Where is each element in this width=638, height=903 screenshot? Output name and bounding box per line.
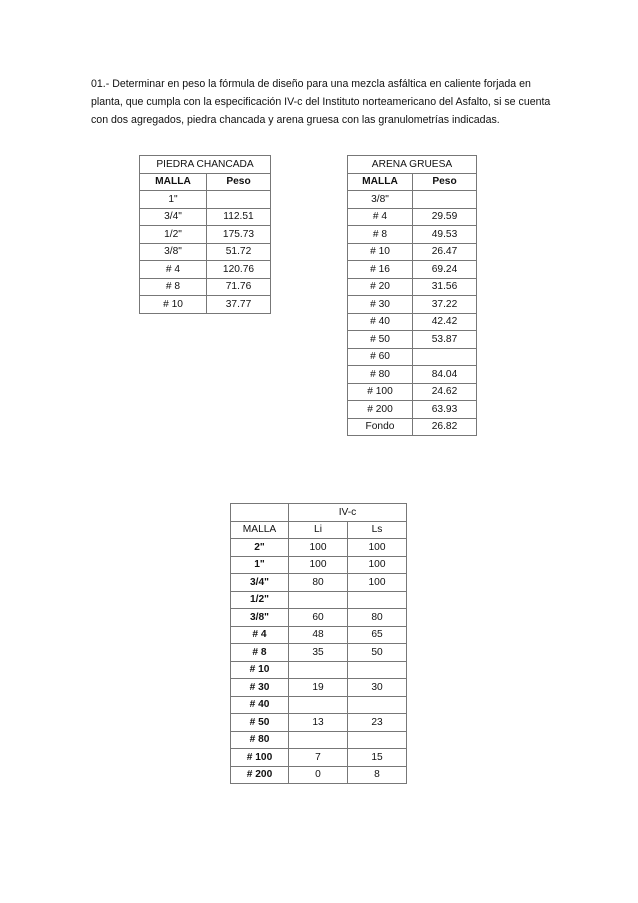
table-row (348, 208, 477, 226)
column-header-li: Li (289, 521, 348, 539)
table-row (348, 383, 477, 401)
table-row (231, 766, 407, 784)
piedra-chancada-table (139, 155, 271, 314)
table-row (140, 261, 271, 279)
cell-li: 80 (289, 574, 348, 592)
cell-ls: 100 (348, 574, 407, 592)
cell-peso (207, 191, 271, 209)
cell-malla: # 40 (348, 313, 413, 331)
cell-malla: # 10 (348, 243, 413, 261)
blank-cell (231, 504, 289, 522)
table-row (348, 296, 477, 314)
cell-peso: 120.76 (207, 261, 271, 279)
table-row (140, 191, 271, 209)
table-row (348, 331, 477, 349)
cell-malla: # 80 (231, 731, 289, 749)
cell-peso: 69.24 (413, 261, 477, 279)
cell-malla: Fondo (348, 418, 413, 436)
cell-malla: 3/4" (231, 574, 289, 592)
table-row (231, 556, 407, 574)
table-row (140, 278, 271, 296)
cell-peso: 24.62 (413, 383, 477, 401)
cell-li: 60 (289, 609, 348, 627)
cell-li (289, 696, 348, 714)
table-row (231, 574, 407, 592)
table-row (348, 313, 477, 331)
cell-malla: # 200 (231, 766, 289, 784)
cell-malla: # 20 (348, 278, 413, 296)
cell-malla: # 4 (231, 626, 289, 644)
cell-malla: 3/8" (348, 191, 413, 209)
table-row (348, 243, 477, 261)
cell-li: 7 (289, 749, 348, 767)
cell-malla: 1/2" (231, 591, 289, 609)
cell-peso: 29.59 (413, 208, 477, 226)
column-header-peso: Peso (413, 173, 477, 191)
table-row (231, 661, 407, 679)
table-row (348, 278, 477, 296)
cell-malla: 3/4" (140, 208, 207, 226)
cell-malla: # 10 (231, 661, 289, 679)
column-header-malla: MALLA (231, 521, 289, 539)
cell-malla: # 8 (231, 644, 289, 662)
column-header-peso: Peso (207, 173, 271, 191)
cell-malla: 1" (140, 191, 207, 209)
table-row (348, 348, 477, 366)
cell-li: 19 (289, 679, 348, 697)
cell-malla: # 4 (348, 208, 413, 226)
cell-ls: 100 (348, 556, 407, 574)
table-row (348, 226, 477, 244)
table-row (231, 696, 407, 714)
cell-ls: 100 (348, 539, 407, 557)
table-row (231, 626, 407, 644)
cell-ls: 50 (348, 644, 407, 662)
table-row (231, 539, 407, 557)
table-row (231, 749, 407, 767)
cell-peso: 49.53 (413, 226, 477, 244)
cell-malla: # 200 (348, 401, 413, 419)
cell-ls (348, 696, 407, 714)
table-row (140, 243, 271, 261)
cell-malla: # 100 (231, 749, 289, 767)
table-row (348, 261, 477, 279)
cell-li (289, 731, 348, 749)
table-title: PIEDRA CHANCADA (140, 156, 271, 174)
cell-peso: 63.93 (413, 401, 477, 419)
cell-li: 0 (289, 766, 348, 784)
cell-peso: 112.51 (207, 208, 271, 226)
column-header-malla: MALLA (348, 173, 413, 191)
cell-peso: 175.73 (207, 226, 271, 244)
cell-peso: 51.72 (207, 243, 271, 261)
ivc-specification-table (230, 503, 407, 784)
column-header-malla: MALLA (140, 173, 207, 191)
cell-malla: # 16 (348, 261, 413, 279)
cell-malla: # 40 (231, 696, 289, 714)
cell-malla: # 10 (140, 296, 207, 314)
table-row (231, 679, 407, 697)
cell-peso: 42.42 (413, 313, 477, 331)
cell-ls: 8 (348, 766, 407, 784)
table-row (231, 591, 407, 609)
table-row (231, 731, 407, 749)
problem-statement: 01.- Determinar en peso la fórmula de diseño para una mezcla asfáltica en caliente forjada en planta, que cumpla con la especificación IV-c del Instituto norteamericano del Asfalto, si se cuenta con dos agregados, piedra chancada y arena gruesa con las granulometrías indicadas. (91, 78, 551, 126)
cell-peso: 31.56 (413, 278, 477, 296)
cell-ls: 15 (348, 749, 407, 767)
cell-malla: # 80 (348, 366, 413, 384)
table-row (348, 366, 477, 384)
table-row (231, 644, 407, 662)
cell-malla: 2" (231, 539, 289, 557)
cell-malla: 3/8" (140, 243, 207, 261)
cell-ls: 23 (348, 714, 407, 732)
cell-malla: # 60 (348, 348, 413, 366)
cell-malla: # 8 (140, 278, 207, 296)
cell-li: 13 (289, 714, 348, 732)
cell-peso: 26.82 (413, 418, 477, 436)
cell-peso: 37.22 (413, 296, 477, 314)
arena-gruesa-table (347, 155, 477, 436)
table-row (140, 296, 271, 314)
table-row (140, 208, 271, 226)
cell-li (289, 591, 348, 609)
cell-peso (413, 348, 477, 366)
cell-peso: 71.76 (207, 278, 271, 296)
cell-malla: # 30 (231, 679, 289, 697)
column-header-ls: Ls (348, 521, 407, 539)
table-row (140, 226, 271, 244)
cell-ls: 65 (348, 626, 407, 644)
cell-peso: 53.87 (413, 331, 477, 349)
cell-li: 48 (289, 626, 348, 644)
cell-li: 100 (289, 556, 348, 574)
cell-malla: # 30 (348, 296, 413, 314)
cell-li: 35 (289, 644, 348, 662)
cell-ls: 30 (348, 679, 407, 697)
cell-li: 100 (289, 539, 348, 557)
cell-malla: # 8 (348, 226, 413, 244)
cell-malla: 1" (231, 556, 289, 574)
table-row (231, 714, 407, 732)
cell-peso: 37.77 (207, 296, 271, 314)
table-title: IV-c (289, 504, 407, 522)
cell-ls (348, 731, 407, 749)
cell-malla: # 50 (348, 331, 413, 349)
table-title: ARENA GRUESA (348, 156, 477, 174)
cell-ls (348, 591, 407, 609)
table-row (348, 401, 477, 419)
cell-peso: 84.04 (413, 366, 477, 384)
cell-malla: 3/8" (231, 609, 289, 627)
table-row (348, 191, 477, 209)
table-row (231, 609, 407, 627)
cell-ls: 80 (348, 609, 407, 627)
cell-malla: 1/2" (140, 226, 207, 244)
table-row (348, 418, 477, 436)
cell-malla: # 4 (140, 261, 207, 279)
cell-ls (348, 661, 407, 679)
cell-peso (413, 191, 477, 209)
cell-li (289, 661, 348, 679)
cell-peso: 26.47 (413, 243, 477, 261)
cell-malla: # 50 (231, 714, 289, 732)
cell-malla: # 100 (348, 383, 413, 401)
